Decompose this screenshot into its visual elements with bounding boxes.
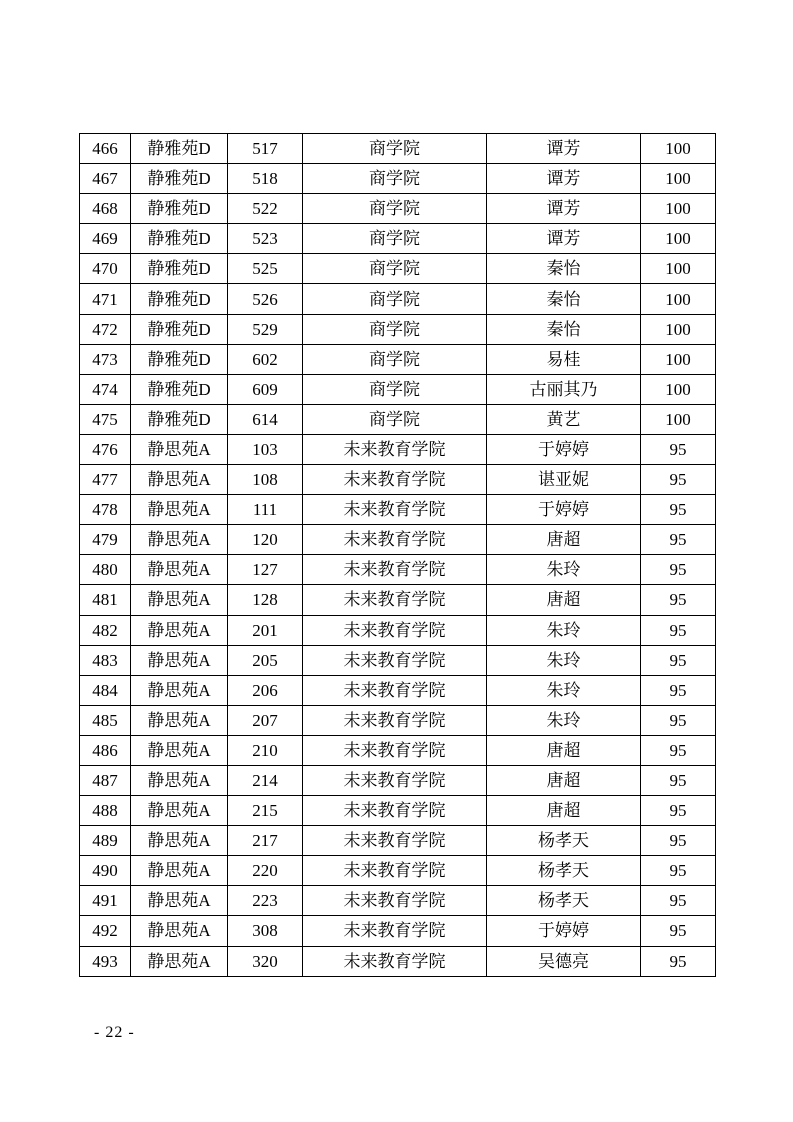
row-number-cell: 490 <box>80 856 131 886</box>
score-cell: 100 <box>641 284 716 314</box>
college-cell: 商学院 <box>303 344 487 374</box>
room-number-cell: 207 <box>228 705 303 735</box>
college-cell: 未来教育学院 <box>303 495 487 525</box>
staff-name-cell: 秦怡 <box>487 314 641 344</box>
score-cell: 100 <box>641 314 716 344</box>
table-row <box>80 946 716 976</box>
college-cell: 商学院 <box>303 284 487 314</box>
row-number-cell: 487 <box>80 765 131 795</box>
building-cell: 静思苑A <box>131 765 228 795</box>
room-number-cell: 206 <box>228 675 303 705</box>
room-number-cell: 120 <box>228 525 303 555</box>
score-cell: 95 <box>641 916 716 946</box>
staff-name-cell: 杨孝天 <box>487 826 641 856</box>
room-number-cell: 127 <box>228 555 303 585</box>
building-cell: 静思苑A <box>131 856 228 886</box>
table-row <box>80 916 716 946</box>
table-row <box>80 645 716 675</box>
college-cell: 未来教育学院 <box>303 705 487 735</box>
staff-name-cell: 谌亚妮 <box>487 465 641 495</box>
table-row <box>80 585 716 615</box>
building-cell: 静思苑A <box>131 645 228 675</box>
college-cell: 未来教育学院 <box>303 765 487 795</box>
building-cell: 静思苑A <box>131 826 228 856</box>
table-row <box>80 134 716 164</box>
college-cell: 未来教育学院 <box>303 675 487 705</box>
room-number-cell: 518 <box>228 164 303 194</box>
table-row <box>80 856 716 886</box>
score-cell: 100 <box>641 134 716 164</box>
room-number-cell: 220 <box>228 856 303 886</box>
room-number-cell: 111 <box>228 495 303 525</box>
score-cell: 95 <box>641 705 716 735</box>
college-cell: 未来教育学院 <box>303 735 487 765</box>
college-cell: 商学院 <box>303 314 487 344</box>
table-row <box>80 495 716 525</box>
score-cell: 100 <box>641 374 716 404</box>
room-number-cell: 215 <box>228 796 303 826</box>
college-cell: 未来教育学院 <box>303 555 487 585</box>
row-number-cell: 488 <box>80 796 131 826</box>
table-row <box>80 765 716 795</box>
row-number-cell: 476 <box>80 434 131 464</box>
table-row <box>80 615 716 645</box>
room-number-cell: 210 <box>228 735 303 765</box>
table-row <box>80 555 716 585</box>
room-number-cell: 517 <box>228 134 303 164</box>
building-cell: 静思苑A <box>131 555 228 585</box>
building-cell: 静思苑A <box>131 465 228 495</box>
table-row <box>80 254 716 284</box>
college-cell: 商学院 <box>303 374 487 404</box>
building-cell: 静雅苑D <box>131 134 228 164</box>
room-number-cell: 523 <box>228 224 303 254</box>
row-number-cell: 474 <box>80 374 131 404</box>
row-number-cell: 493 <box>80 946 131 976</box>
row-number-cell: 471 <box>80 284 131 314</box>
room-number-cell: 214 <box>228 765 303 795</box>
row-number-cell: 469 <box>80 224 131 254</box>
college-cell: 未来教育学院 <box>303 886 487 916</box>
college-cell: 未来教育学院 <box>303 615 487 645</box>
score-cell: 100 <box>641 344 716 374</box>
room-number-cell: 103 <box>228 434 303 464</box>
building-cell: 静思苑A <box>131 916 228 946</box>
college-cell: 未来教育学院 <box>303 525 487 555</box>
score-cell: 95 <box>641 465 716 495</box>
table-row <box>80 886 716 916</box>
row-number-cell: 473 <box>80 344 131 374</box>
score-cell: 100 <box>641 224 716 254</box>
staff-name-cell: 于婷婷 <box>487 495 641 525</box>
row-number-cell: 492 <box>80 916 131 946</box>
staff-name-cell: 谭芳 <box>487 164 641 194</box>
building-cell: 静雅苑D <box>131 164 228 194</box>
score-cell: 95 <box>641 525 716 555</box>
row-number-cell: 472 <box>80 314 131 344</box>
score-cell: 100 <box>641 404 716 434</box>
building-cell: 静思苑A <box>131 615 228 645</box>
building-cell: 静雅苑D <box>131 284 228 314</box>
score-cell: 100 <box>641 164 716 194</box>
score-cell: 95 <box>641 886 716 916</box>
room-number-cell: 128 <box>228 585 303 615</box>
college-cell: 商学院 <box>303 134 487 164</box>
building-cell: 静雅苑D <box>131 374 228 404</box>
room-number-cell: 614 <box>228 404 303 434</box>
college-cell: 未来教育学院 <box>303 645 487 675</box>
staff-name-cell: 唐超 <box>487 585 641 615</box>
row-number-cell: 485 <box>80 705 131 735</box>
score-cell: 95 <box>641 856 716 886</box>
staff-name-cell: 于婷婷 <box>487 916 641 946</box>
building-cell: 静雅苑D <box>131 314 228 344</box>
table-row <box>80 314 716 344</box>
score-cell: 100 <box>641 254 716 284</box>
room-number-cell: 525 <box>228 254 303 284</box>
row-number-cell: 486 <box>80 735 131 765</box>
table-body <box>80 134 716 977</box>
building-cell: 静思苑A <box>131 525 228 555</box>
building-cell: 静思苑A <box>131 585 228 615</box>
score-cell: 95 <box>641 946 716 976</box>
row-number-cell: 483 <box>80 645 131 675</box>
table-row <box>80 465 716 495</box>
college-cell: 未来教育学院 <box>303 465 487 495</box>
score-cell: 95 <box>641 645 716 675</box>
score-cell: 95 <box>641 765 716 795</box>
score-cell: 95 <box>641 735 716 765</box>
building-cell: 静思苑A <box>131 735 228 765</box>
staff-name-cell: 谭芳 <box>487 194 641 224</box>
staff-name-cell: 唐超 <box>487 796 641 826</box>
building-cell: 静雅苑D <box>131 194 228 224</box>
table-row <box>80 434 716 464</box>
room-number-cell: 108 <box>228 465 303 495</box>
row-number-cell: 466 <box>80 134 131 164</box>
score-cell: 95 <box>641 495 716 525</box>
table-row <box>80 735 716 765</box>
staff-name-cell: 杨孝天 <box>487 856 641 886</box>
room-number-cell: 609 <box>228 374 303 404</box>
staff-name-cell: 朱玲 <box>487 645 641 675</box>
building-cell: 静思苑A <box>131 796 228 826</box>
row-number-cell: 481 <box>80 585 131 615</box>
row-number-cell: 479 <box>80 525 131 555</box>
staff-name-cell: 谭芳 <box>487 224 641 254</box>
table-row <box>80 705 716 735</box>
building-cell: 静思苑A <box>131 886 228 916</box>
college-cell: 未来教育学院 <box>303 916 487 946</box>
room-number-cell: 522 <box>228 194 303 224</box>
room-number-cell: 201 <box>228 615 303 645</box>
staff-name-cell: 唐超 <box>487 735 641 765</box>
table-row <box>80 194 716 224</box>
room-number-cell: 602 <box>228 344 303 374</box>
staff-name-cell: 黄艺 <box>487 404 641 434</box>
college-cell: 商学院 <box>303 254 487 284</box>
room-number-cell: 308 <box>228 916 303 946</box>
staff-name-cell: 唐超 <box>487 765 641 795</box>
table-row <box>80 374 716 404</box>
college-cell: 未来教育学院 <box>303 434 487 464</box>
inspection-table <box>79 133 716 977</box>
staff-name-cell: 古丽其乃 <box>487 374 641 404</box>
table-row <box>80 224 716 254</box>
room-number-cell: 223 <box>228 886 303 916</box>
score-cell: 95 <box>641 796 716 826</box>
table-row <box>80 284 716 314</box>
building-cell: 静思苑A <box>131 705 228 735</box>
row-number-cell: 467 <box>80 164 131 194</box>
building-cell: 静雅苑D <box>131 344 228 374</box>
score-cell: 95 <box>641 826 716 856</box>
college-cell: 商学院 <box>303 164 487 194</box>
score-cell: 100 <box>641 194 716 224</box>
building-cell: 静思苑A <box>131 675 228 705</box>
college-cell: 未来教育学院 <box>303 856 487 886</box>
building-cell: 静雅苑D <box>131 254 228 284</box>
row-number-cell: 482 <box>80 615 131 645</box>
college-cell: 商学院 <box>303 224 487 254</box>
row-number-cell: 470 <box>80 254 131 284</box>
college-cell: 商学院 <box>303 404 487 434</box>
room-number-cell: 217 <box>228 826 303 856</box>
table-row <box>80 525 716 555</box>
staff-name-cell: 易桂 <box>487 344 641 374</box>
table-row <box>80 344 716 374</box>
table-row <box>80 796 716 826</box>
table-row <box>80 826 716 856</box>
score-cell: 95 <box>641 434 716 464</box>
table-row <box>80 675 716 705</box>
score-cell: 95 <box>641 585 716 615</box>
staff-name-cell: 朱玲 <box>487 555 641 585</box>
college-cell: 未来教育学院 <box>303 585 487 615</box>
staff-name-cell: 朱玲 <box>487 675 641 705</box>
college-cell: 商学院 <box>303 194 487 224</box>
row-number-cell: 480 <box>80 555 131 585</box>
page-number: - 22 - <box>94 1024 135 1041</box>
staff-name-cell: 秦怡 <box>487 284 641 314</box>
score-cell: 95 <box>641 555 716 585</box>
staff-name-cell: 谭芳 <box>487 134 641 164</box>
table-row <box>80 404 716 434</box>
room-number-cell: 320 <box>228 946 303 976</box>
building-cell: 静思苑A <box>131 434 228 464</box>
staff-name-cell: 唐超 <box>487 525 641 555</box>
staff-name-cell: 朱玲 <box>487 705 641 735</box>
room-number-cell: 529 <box>228 314 303 344</box>
score-cell: 95 <box>641 675 716 705</box>
college-cell: 未来教育学院 <box>303 946 487 976</box>
row-number-cell: 491 <box>80 886 131 916</box>
row-number-cell: 475 <box>80 404 131 434</box>
row-number-cell: 468 <box>80 194 131 224</box>
score-cell: 95 <box>641 615 716 645</box>
row-number-cell: 489 <box>80 826 131 856</box>
staff-name-cell: 朱玲 <box>487 615 641 645</box>
staff-name-cell: 杨孝天 <box>487 886 641 916</box>
staff-name-cell: 吴德亮 <box>487 946 641 976</box>
row-number-cell: 478 <box>80 495 131 525</box>
row-number-cell: 477 <box>80 465 131 495</box>
room-number-cell: 526 <box>228 284 303 314</box>
row-number-cell: 484 <box>80 675 131 705</box>
building-cell: 静雅苑D <box>131 224 228 254</box>
staff-name-cell: 秦怡 <box>487 254 641 284</box>
room-number-cell: 205 <box>228 645 303 675</box>
building-cell: 静雅苑D <box>131 404 228 434</box>
building-cell: 静思苑A <box>131 946 228 976</box>
college-cell: 未来教育学院 <box>303 826 487 856</box>
table-row <box>80 164 716 194</box>
college-cell: 未来教育学院 <box>303 796 487 826</box>
staff-name-cell: 于婷婷 <box>487 434 641 464</box>
building-cell: 静思苑A <box>131 495 228 525</box>
